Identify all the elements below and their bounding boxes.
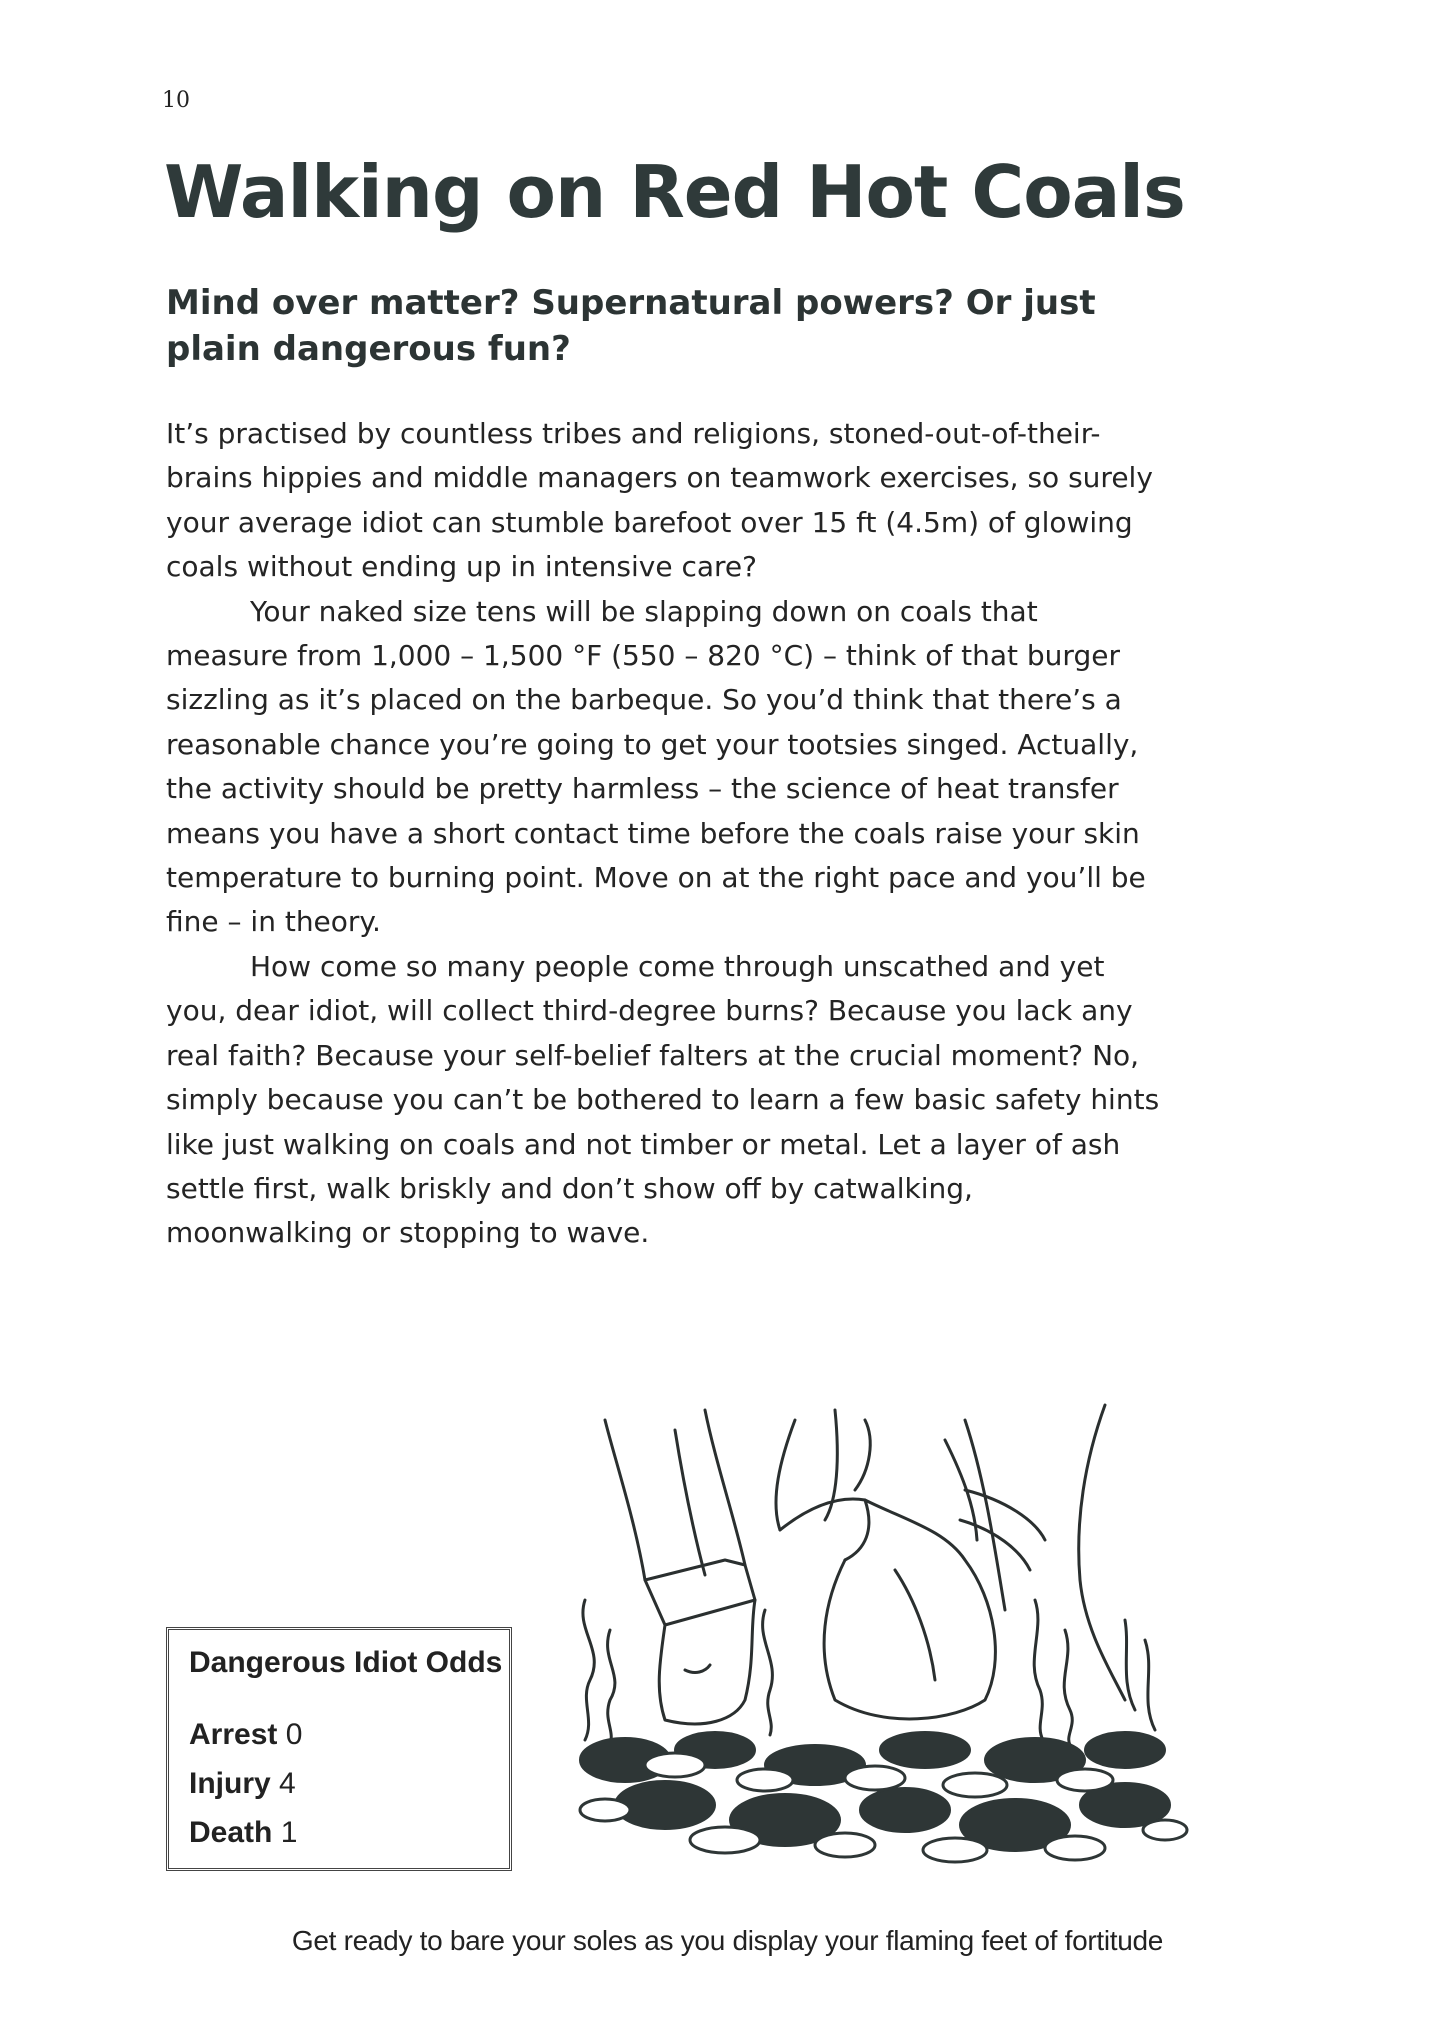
odds-value: 4 — [279, 1767, 296, 1800]
odds-value: 0 — [285, 1718, 303, 1751]
odds-row-injury — [189, 1759, 509, 1808]
odds-label: Arrest — [189, 1718, 278, 1751]
page-number: 10 — [162, 88, 190, 113]
odds-label: Death — [189, 1816, 273, 1849]
dangerous-idiot-odds-box — [166, 1627, 512, 1871]
page-title: Walking on Red Hot Coals — [164, 150, 1185, 234]
article-body — [166, 412, 1166, 1256]
odds-value: 1 — [280, 1816, 298, 1849]
feet-on-coals-illustration — [565, 1400, 1205, 1880]
paragraph-1: It’s practised by countless tribes and religions, stoned-out-of-their-brains hippies and middle managers on teamwork exercises, so surely your average idiot can stumble barefoot over 15 ft (4.5m) of glowing coals without ending up in intensive care? — [166, 417, 1153, 584]
paragraph-2: Your naked size tens will be slapping down on coals that measure from 1,000 – 1,500 °F (550 – 820 °C) – think of that burger sizzling as it’s placed on the barbeque. So you’d think that there’s a reasonable chance you’re going to get your tootsies singed. Actually, the activity should be pretty harmless – the science of heat transfer means you have a short contact time before the coals raise your skin temperature to burning point. Move on at the right pace and you’ll be fine – in theory. — [166, 594, 1146, 939]
odds-label: Injury — [189, 1767, 271, 1800]
odds-title: Dangerous Idiot Odds — [189, 1646, 503, 1679]
odds-row-arrest — [189, 1710, 509, 1759]
page-subtitle: Mind over matter? Supernatural powers? Or just plain dangerous fun? — [166, 283, 1096, 369]
odds-row-death — [189, 1808, 509, 1857]
paragraph-3: How come so many people come through unscathed and yet you, dear idiot, will collect third-degree burns? Because you lack any real faith? Because your self-belief falters at the crucial moment? No, simply because you can’t be bothered to learn a few basic safety hints like just walking on coals and not timber or metal. Let a layer of ash settle first, walk briskly and don’t show off by catwalking, moonwalking or stopping to wave. — [166, 949, 1160, 1250]
illustration-caption: Get ready to bare your soles as you display your flaming feet of fortitude — [291, 1925, 1164, 1956]
